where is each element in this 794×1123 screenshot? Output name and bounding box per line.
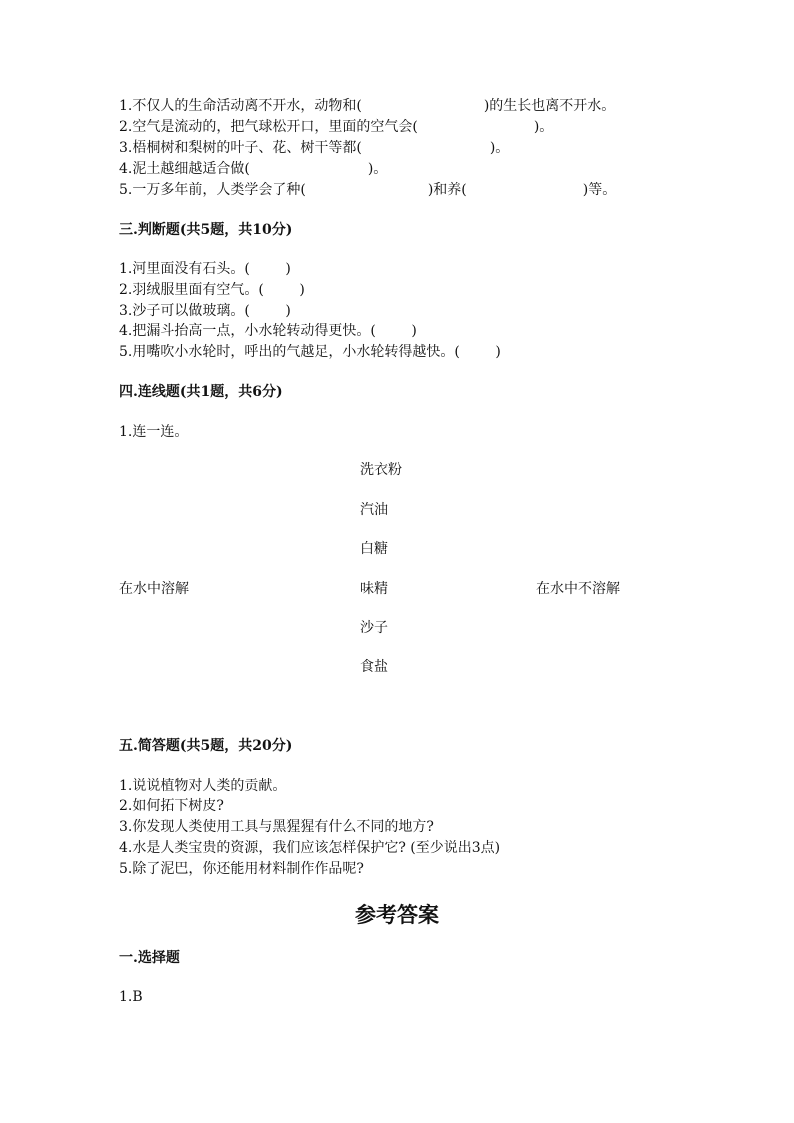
true-false-item-5: 5.用嘴吹小水轮时，呼出的气越足，小水轮转得越快。( ) xyxy=(119,344,501,360)
short-answer-item-4: 4.水是人类宝贵的资源，我们应该怎样保护它? (至少说出3点) xyxy=(119,840,501,856)
true-false-item-3: 3.沙子可以做玻璃。( ) xyxy=(119,303,291,319)
matching-question: 1.连一连。 xyxy=(119,424,189,440)
short-answer-item-5: 5.除了泥巴，你还能用材料制作作品呢? xyxy=(119,861,364,877)
answers-title: 参考答案 xyxy=(355,902,439,927)
fill-in-item-4: 4.泥土越细越适合做( )。 xyxy=(119,161,388,177)
matching-item-3[interactable]: 白糖 xyxy=(360,541,388,557)
true-false-item-4: 4.把漏斗抬高一点，小水轮转动得更快。( ) xyxy=(119,323,417,339)
answers-section-heading: 一.选择题 xyxy=(119,950,180,966)
fill-in-item-2: 2.空气是流动的，把气球松开口，里面的空气会( )。 xyxy=(119,119,554,135)
matching-left-label[interactable]: 在水中溶解 xyxy=(119,581,189,597)
short-answer-item-2: 2.如何拓下树皮? xyxy=(119,798,224,814)
answer-item-1: 1.B xyxy=(119,989,143,1005)
section-heading-true-false: 三.判断题(共5题，共10分) xyxy=(119,222,293,238)
short-answer-item-3: 3.你发现人类使用工具与黑猩猩有什么不同的地方? xyxy=(119,819,434,835)
section-heading-short-answer: 五.简答题(共5题，共20分) xyxy=(119,738,293,754)
matching-item-5[interactable]: 沙子 xyxy=(360,620,388,636)
true-false-item-2: 2.羽绒服里面有空气。( ) xyxy=(119,282,305,298)
fill-in-item-3: 3.梧桐树和梨树的叶子、花、树干等都( )。 xyxy=(119,140,510,156)
fill-in-item-5: 5.一万多年前，人类学会了种( )和养( )等。 xyxy=(119,182,617,198)
matching-right-label[interactable]: 在水中不溶解 xyxy=(536,581,620,597)
section-heading-matching: 四.连线题(共1题，共6分) xyxy=(119,384,283,400)
true-false-item-1: 1.河里面没有石头。( ) xyxy=(119,261,291,277)
matching-item-1[interactable]: 洗衣粉 xyxy=(360,462,402,478)
matching-item-6[interactable]: 食盐 xyxy=(360,659,388,675)
matching-item-2[interactable]: 汽油 xyxy=(360,502,388,518)
fill-in-item-1: 1.不仅人的生命活动离不开水，动物和( )的生长也离不开水。 xyxy=(119,98,616,114)
matching-item-4[interactable]: 味精 xyxy=(360,581,388,597)
short-answer-item-1: 1.说说植物对人类的贡献。 xyxy=(119,778,287,794)
